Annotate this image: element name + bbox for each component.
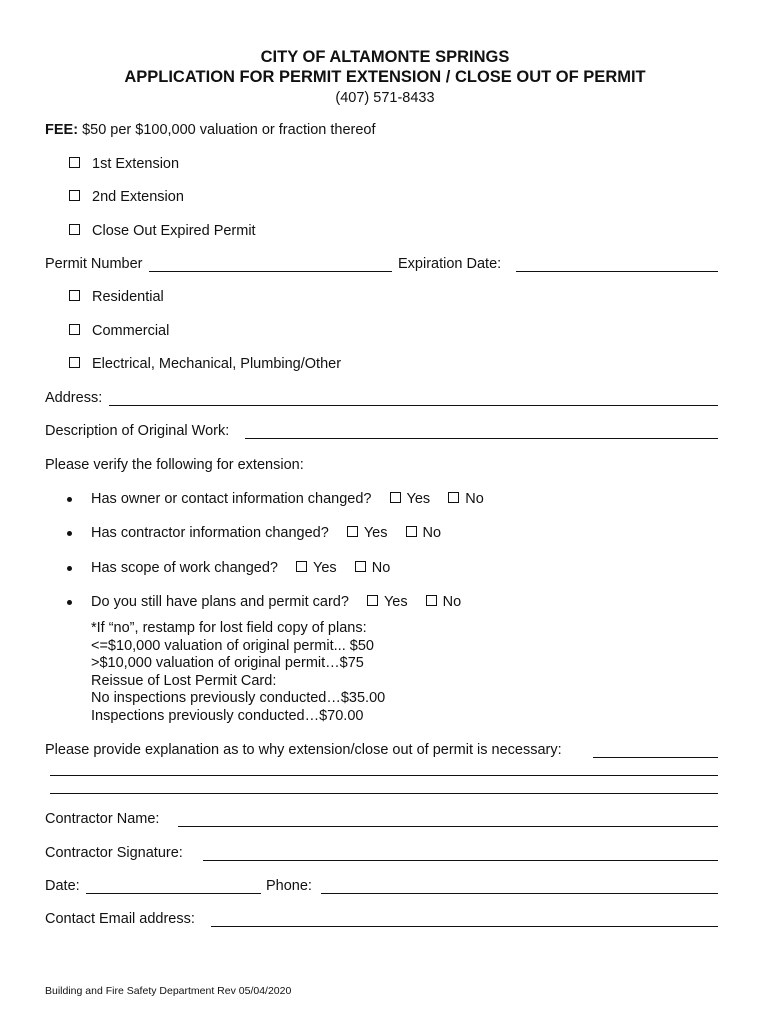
note-line: No inspections previously conducted…$35.00 [91, 690, 386, 706]
question-scope-of-work [91, 560, 390, 576]
contractor-name-label: Contractor Name: [45, 811, 160, 827]
question-owner-contact [91, 491, 484, 507]
option-label: 1st Extension [92, 156, 180, 172]
no-label: No [371, 560, 391, 576]
yes-label: Yes [363, 525, 388, 541]
checkbox-icon[interactable] [390, 492, 401, 503]
no-label: No [422, 525, 442, 541]
checkbox-icon[interactable] [347, 526, 358, 537]
question-plans-permit-card [91, 594, 461, 610]
footer-revision: Building and Fire Safety Department Rev 05/04/2020 [45, 985, 292, 997]
bullet-icon [67, 497, 72, 502]
form-title-line2: APPLICATION FOR PERMIT EXTENSION / CLOSE OUT OF PERMIT [124, 68, 646, 86]
address-label: Address: [45, 390, 103, 406]
checkbox-icon[interactable] [367, 595, 378, 606]
option-label: Electrical, Mechanical, Plumbing/Other [92, 356, 342, 372]
no-option[interactable] [351, 560, 391, 576]
expiration-date-label: Expiration Date: [398, 256, 502, 272]
bullet-icon [67, 566, 72, 571]
yes-option[interactable] [363, 594, 408, 610]
option-label: Residential [92, 289, 164, 305]
yes-label: Yes [383, 594, 408, 610]
option-close-out[interactable] [69, 223, 256, 239]
fee-text: $50 per $100,000 valuation or fraction thereof [82, 122, 376, 138]
contact-email-label: Contact Email address: [45, 911, 195, 927]
no-option[interactable] [444, 491, 484, 507]
date-field[interactable] [86, 893, 261, 894]
phone-field[interactable] [321, 893, 718, 894]
fee-label: FEE: [45, 122, 79, 138]
note-line: Reissue of Lost Permit Card: [91, 672, 277, 689]
no-option[interactable] [402, 525, 442, 541]
checkbox-icon[interactable] [406, 526, 417, 537]
note-line: Inspections previously conducted…$70.00 [91, 707, 364, 724]
checkbox-icon[interactable] [296, 561, 307, 572]
date-label: Date: [45, 878, 80, 894]
yes-option[interactable] [386, 491, 431, 507]
question-text: Has scope of work changed? [91, 560, 278, 576]
permit-number-label: Permit Number [45, 256, 143, 272]
option-commercial[interactable] [69, 323, 169, 339]
checkbox-icon[interactable] [448, 492, 459, 503]
contractor-signature-field[interactable] [203, 860, 718, 861]
explanation-field-line3[interactable] [50, 793, 718, 794]
note-line: >$10,000 valuation of original permit…$75 [91, 655, 364, 671]
option-label: Commercial [92, 323, 170, 339]
question-text: Has owner or contact information changed? [91, 491, 372, 507]
form-title-line1: CITY OF ALTAMONTE SPRINGS [260, 48, 510, 66]
note-line: <=$10,000 valuation of original permit... $50 [91, 637, 374, 654]
fee-notes [91, 620, 385, 725]
permit-number-field[interactable] [149, 271, 392, 272]
question-text: Has contractor information changed? [91, 525, 329, 541]
no-option[interactable] [422, 594, 462, 610]
yes-label: Yes [313, 560, 337, 576]
option-residential[interactable] [69, 289, 164, 305]
contractor-name-field[interactable] [178, 826, 718, 827]
checkbox-icon[interactable] [69, 157, 80, 168]
option-label: 2nd Extension [92, 189, 184, 205]
note-line: *If “no”, restamp for lost field copy of plans: [91, 620, 367, 636]
explanation-field-line1[interactable] [593, 757, 718, 758]
phone-label: Phone: [266, 878, 312, 894]
option-label: Close Out Expired Permit [92, 223, 256, 239]
yes-label: Yes [406, 491, 431, 507]
bullet-icon [67, 531, 72, 536]
explanation-label: Please provide explanation as to why extension/close out of permit is necessary: [45, 742, 562, 758]
checkbox-icon[interactable] [69, 357, 80, 368]
option-2nd-extension[interactable] [69, 189, 184, 205]
question-contractor-info [91, 525, 441, 541]
description-field[interactable] [245, 438, 718, 439]
yes-option[interactable] [343, 525, 388, 541]
contact-email-field[interactable] [211, 926, 718, 927]
contractor-signature-label: Contractor Signature: [45, 845, 183, 861]
option-electrical-mechanical-plumbing[interactable] [69, 356, 341, 372]
yes-option[interactable] [292, 560, 337, 576]
phone-number: (407) 571-8433 [335, 90, 435, 106]
checkbox-icon[interactable] [355, 561, 366, 572]
address-field[interactable] [109, 405, 718, 406]
description-label: Description of Original Work: [45, 423, 230, 439]
question-text: Do you still have plans and permit card? [91, 594, 349, 610]
explanation-field-line2[interactable] [50, 775, 718, 776]
expiration-date-field[interactable] [516, 271, 718, 272]
verify-intro: Please verify the following for extension: [45, 457, 304, 473]
checkbox-icon[interactable] [426, 595, 437, 606]
checkbox-icon[interactable] [69, 224, 80, 235]
no-label: No [442, 594, 462, 610]
bullet-icon [67, 600, 72, 605]
fee-line [45, 122, 376, 138]
checkbox-icon[interactable] [69, 324, 80, 335]
option-1st-extension[interactable] [69, 156, 179, 172]
checkbox-icon[interactable] [69, 290, 80, 301]
no-label: No [465, 491, 484, 507]
checkbox-icon[interactable] [69, 190, 80, 201]
